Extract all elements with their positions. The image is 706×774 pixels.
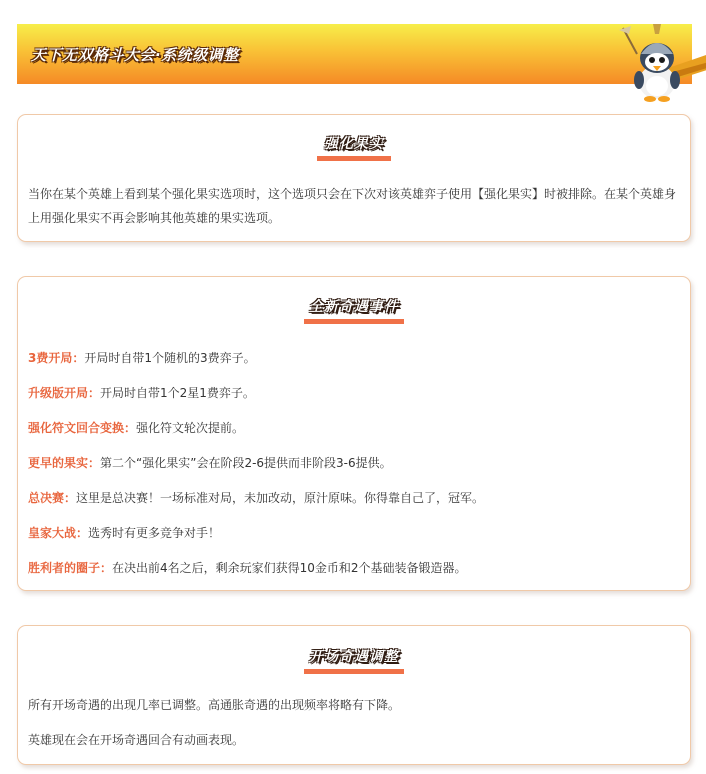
title-underline xyxy=(304,669,404,674)
section-card-fruit xyxy=(17,114,691,242)
title-underline xyxy=(304,319,404,324)
item-text: 在决出前4名之后，剩余玩家们获得10金币和2个基础装备锻造器。 xyxy=(112,561,467,575)
item-label: 胜利者的圈子： xyxy=(28,561,113,575)
section-title: 开场奇遇调整 xyxy=(309,649,399,665)
section-paragraph: 所有开场奇遇的出现几率已调整。高通胀奇遇的出现频率将略有下降。 xyxy=(28,698,401,712)
title-underline xyxy=(317,156,391,161)
list-item xyxy=(28,349,680,367)
item-label: 3费开局： xyxy=(28,351,85,365)
list-item xyxy=(28,419,680,437)
mascot-penguin-icon xyxy=(617,24,706,104)
section-card-events xyxy=(17,276,691,591)
item-label: 升级版开局： xyxy=(28,386,101,400)
section-paragraph: 当你在某个英雄上看到某个强化果实选项时，这个选项只会在下次对该英雄弈子使用【强化果实】时被排除。在某个英雄身上用强化果实不再会影响其他英雄的果实选项。 xyxy=(28,187,677,225)
item-label: 总决赛： xyxy=(28,491,77,505)
item-text: 第二个“强化果实”会在阶段2-6提供而非阶段3-6提供。 xyxy=(100,456,392,470)
item-text: 开局时自带1个随机的3费弈子。 xyxy=(84,351,256,365)
item-text: 强化符文轮次提前。 xyxy=(136,421,245,435)
item-text: 选秀时有更多竞争对手！ xyxy=(88,526,221,540)
list-item xyxy=(28,454,680,472)
banner-title: 天下无双格斗大会·系统级调整 xyxy=(31,46,239,64)
section-card-opening xyxy=(17,625,691,765)
header-banner xyxy=(17,24,692,84)
section-title-wrap xyxy=(18,133,690,161)
item-label: 更早的果实： xyxy=(28,456,101,470)
list-item xyxy=(28,384,680,402)
section-title: 全新奇遇事件 xyxy=(309,299,399,315)
item-text: 开局时自带1个2星1费弈子。 xyxy=(100,386,255,400)
item-label: 强化符文回合变换： xyxy=(28,421,137,435)
section-title: 强化果实 xyxy=(324,136,384,152)
list-item xyxy=(28,559,680,577)
list-item xyxy=(28,489,680,507)
section-title-wrap xyxy=(18,296,690,324)
item-text: 这里是总决赛！一场标准对局，未加改动，原汁原味。你得靠自己了，冠军。 xyxy=(76,491,485,505)
section-title-wrap xyxy=(18,646,690,674)
item-label: 皇家大战： xyxy=(28,526,89,540)
section-paragraph: 英雄现在会在开场奇遇回合有动画表现。 xyxy=(28,733,245,747)
list-item xyxy=(28,524,680,542)
